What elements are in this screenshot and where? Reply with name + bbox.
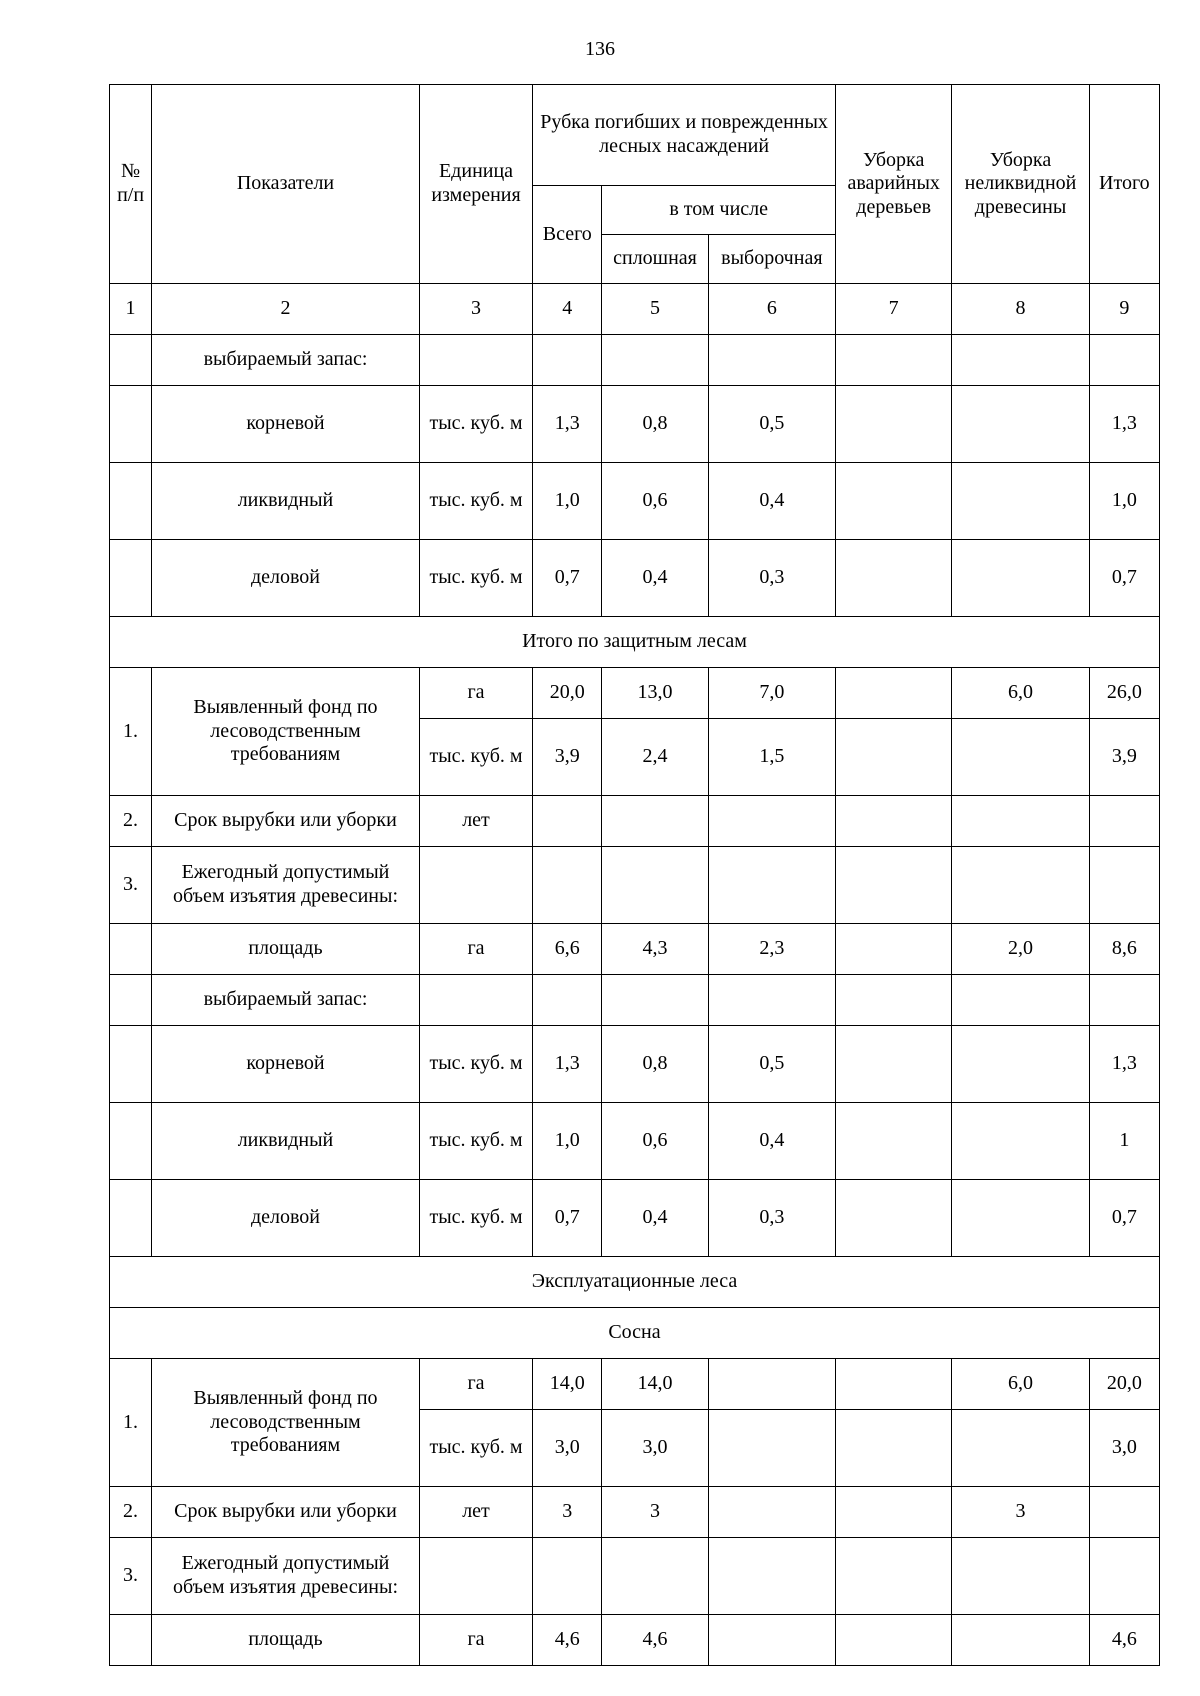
value-cell-c6: 0,4	[708, 463, 835, 540]
table-row	[110, 668, 1160, 719]
value-cell-c7	[836, 1180, 952, 1257]
value-cell-c4: 4,6	[533, 1615, 602, 1666]
row-label: Ежегодный допустимый объем изъятия древесины:	[152, 1538, 420, 1615]
row-label: Срок вырубки или уборки	[152, 1487, 420, 1538]
value-cell-c6	[708, 975, 835, 1026]
row-number: 2.	[110, 796, 152, 847]
row-label: Ежегодный допустимый объем изъятия древесины:	[152, 847, 420, 924]
value-cell-c7	[836, 975, 952, 1026]
value-cell-c8	[952, 1103, 1089, 1180]
section-title: Итого по защитным лесам	[110, 617, 1160, 668]
row-unit: тыс. куб. м	[419, 1103, 532, 1180]
value-cell-c7	[836, 386, 952, 463]
value-cell-c6: 0,5	[708, 386, 835, 463]
value-cell-c5	[602, 847, 708, 924]
value-cell-c5: 0,6	[602, 1103, 708, 1180]
value-cell-c5: 0,8	[602, 1026, 708, 1103]
value-cell-c6	[708, 1538, 835, 1615]
header-selective: выборочная	[708, 235, 835, 284]
page-number: 136	[585, 38, 615, 60]
value-cell-c9	[1089, 847, 1159, 924]
row-number: 3.	[110, 1538, 152, 1615]
header-total: Итого	[1089, 85, 1159, 284]
row-unit: тыс. куб. м	[419, 719, 532, 796]
value-cell-c9: 26,0	[1089, 668, 1159, 719]
value-cell-c5: 14,0	[602, 1359, 708, 1410]
header-felling: Рубка погибших и поврежденных лесных насаждений	[533, 85, 836, 186]
column-number: 8	[952, 284, 1089, 335]
value-cell-c4: 1,0	[533, 463, 602, 540]
row-label: площадь	[152, 924, 420, 975]
value-cell-c8	[952, 847, 1089, 924]
row-label: корневой	[152, 386, 420, 463]
value-cell-c9	[1089, 1538, 1159, 1615]
row-number	[110, 540, 152, 617]
value-cell-c4: 0,7	[533, 540, 602, 617]
value-cell-c9: 4,6	[1089, 1615, 1159, 1666]
value-cell-c6	[708, 1410, 835, 1487]
row-number	[110, 1103, 152, 1180]
header-emergency: Уборка аварийных деревьев	[836, 85, 952, 284]
table-row	[110, 796, 1160, 847]
column-number: 2	[152, 284, 420, 335]
column-number: 1	[110, 284, 152, 335]
value-cell-c6	[708, 796, 835, 847]
value-cell-c4	[533, 975, 602, 1026]
header-illiquid: Уборка неликвидной древесины	[952, 85, 1089, 284]
table-row	[110, 975, 1160, 1026]
header-num: № п/п	[110, 85, 152, 284]
table-row	[110, 1359, 1160, 1410]
value-cell-c7	[836, 335, 952, 386]
value-cell-c8: 6,0	[952, 668, 1089, 719]
row-label: выбираемый запас:	[152, 975, 420, 1026]
value-cell-c4: 0,7	[533, 1180, 602, 1257]
row-unit	[419, 847, 532, 924]
value-cell-c7	[836, 719, 952, 796]
value-cell-c7	[836, 1538, 952, 1615]
value-cell-c6: 2,3	[708, 924, 835, 975]
row-label: деловой	[152, 1180, 420, 1257]
value-cell-c5: 13,0	[602, 668, 708, 719]
row-unit	[419, 335, 532, 386]
column-number: 6	[708, 284, 835, 335]
value-cell-c4: 1,0	[533, 1103, 602, 1180]
row-unit: тыс. куб. м	[419, 1026, 532, 1103]
value-cell-c4: 1,3	[533, 386, 602, 463]
value-cell-c8	[952, 1180, 1089, 1257]
value-cell-c4: 6,6	[533, 924, 602, 975]
value-cell-c8	[952, 796, 1089, 847]
value-cell-c7	[836, 924, 952, 975]
value-cell-c7	[836, 847, 952, 924]
row-number: 1.	[110, 668, 152, 796]
value-cell-c5: 4,6	[602, 1615, 708, 1666]
value-cell-c9	[1089, 335, 1159, 386]
value-cell-c4	[533, 796, 602, 847]
column-number: 4	[533, 284, 602, 335]
value-cell-c6	[708, 1359, 835, 1410]
row-unit: га	[419, 1615, 532, 1666]
table-row	[110, 463, 1160, 540]
value-cell-c8: 3	[952, 1487, 1089, 1538]
header-clear: сплошная	[602, 235, 708, 284]
section-row	[110, 617, 1160, 668]
value-cell-c7	[836, 1410, 952, 1487]
value-cell-c9: 0,7	[1089, 1180, 1159, 1257]
table-row	[110, 1103, 1160, 1180]
value-cell-c5	[602, 975, 708, 1026]
value-cell-c4	[533, 847, 602, 924]
value-cell-c5: 3	[602, 1487, 708, 1538]
column-number-row	[110, 284, 1160, 335]
section-title: Сосна	[110, 1308, 1160, 1359]
value-cell-c4	[533, 1538, 602, 1615]
table-row	[110, 847, 1160, 924]
value-cell-c8	[952, 540, 1089, 617]
value-cell-c9	[1089, 1487, 1159, 1538]
value-cell-c8	[952, 463, 1089, 540]
value-cell-c7	[836, 1615, 952, 1666]
value-cell-c6: 1,5	[708, 719, 835, 796]
value-cell-c6: 0,3	[708, 540, 835, 617]
value-cell-c4: 1,3	[533, 1026, 602, 1103]
row-label: деловой	[152, 540, 420, 617]
row-number	[110, 924, 152, 975]
value-cell-c9: 1,3	[1089, 386, 1159, 463]
row-label: Выявленный фонд по лесоводственным требованиям	[152, 1359, 420, 1487]
value-cell-c5	[602, 335, 708, 386]
row-unit: тыс. куб. м	[419, 540, 532, 617]
row-label: ликвидный	[152, 463, 420, 540]
column-number: 9	[1089, 284, 1159, 335]
value-cell-c7	[836, 1103, 952, 1180]
value-cell-c4: 14,0	[533, 1359, 602, 1410]
value-cell-c9: 0,7	[1089, 540, 1159, 617]
table-row	[110, 924, 1160, 975]
column-number: 7	[836, 284, 952, 335]
value-cell-c7	[836, 668, 952, 719]
section-row	[110, 1308, 1160, 1359]
value-cell-c6: 0,3	[708, 1180, 835, 1257]
row-number: 2.	[110, 1487, 152, 1538]
row-unit: лет	[419, 796, 532, 847]
value-cell-c6: 0,4	[708, 1103, 835, 1180]
row-number	[110, 1615, 152, 1666]
row-number	[110, 463, 152, 540]
header-indicators: Показатели	[152, 85, 420, 284]
table-row	[110, 540, 1160, 617]
table-row	[110, 386, 1160, 463]
value-cell-c8	[952, 1026, 1089, 1103]
value-cell-c7	[836, 463, 952, 540]
value-cell-c5: 0,6	[602, 463, 708, 540]
value-cell-c8	[952, 386, 1089, 463]
value-cell-c5: 0,4	[602, 1180, 708, 1257]
header-total-felling: Всего	[533, 186, 602, 284]
value-cell-c9: 1,3	[1089, 1026, 1159, 1103]
column-number: 3	[419, 284, 532, 335]
row-label: выбираемый запас:	[152, 335, 420, 386]
section-row	[110, 1257, 1160, 1308]
value-cell-c6	[708, 1615, 835, 1666]
table-row	[110, 1615, 1160, 1666]
table-row	[110, 335, 1160, 386]
value-cell-c8	[952, 1410, 1089, 1487]
section-title: Эксплуатационные леса	[110, 1257, 1160, 1308]
value-cell-c9: 1	[1089, 1103, 1159, 1180]
row-label: Выявленный фонд по лесоводственным требованиям	[152, 668, 420, 796]
value-cell-c6: 0,5	[708, 1026, 835, 1103]
value-cell-c4: 3,9	[533, 719, 602, 796]
value-cell-c5	[602, 1538, 708, 1615]
value-cell-c8	[952, 1615, 1089, 1666]
row-number: 3.	[110, 847, 152, 924]
table-row	[110, 1180, 1160, 1257]
value-cell-c9: 3,0	[1089, 1410, 1159, 1487]
value-cell-c9	[1089, 796, 1159, 847]
header-unit: Единица измерения	[419, 85, 532, 284]
row-unit: га	[419, 924, 532, 975]
row-number: 1.	[110, 1359, 152, 1487]
value-cell-c4: 3	[533, 1487, 602, 1538]
value-cell-c4	[533, 335, 602, 386]
row-unit	[419, 975, 532, 1026]
value-cell-c7	[836, 1359, 952, 1410]
value-cell-c8: 6,0	[952, 1359, 1089, 1410]
value-cell-c9: 20,0	[1089, 1359, 1159, 1410]
value-cell-c5: 2,4	[602, 719, 708, 796]
value-cell-c8	[952, 719, 1089, 796]
table-row	[110, 1538, 1160, 1615]
value-cell-c8	[952, 975, 1089, 1026]
header-including: в том числе	[602, 186, 836, 235]
value-cell-c9	[1089, 975, 1159, 1026]
value-cell-c5: 3,0	[602, 1410, 708, 1487]
table-row	[110, 1026, 1160, 1103]
value-cell-c7	[836, 1026, 952, 1103]
row-unit: лет	[419, 1487, 532, 1538]
value-cell-c6	[708, 335, 835, 386]
row-label: корневой	[152, 1026, 420, 1103]
row-unit: тыс. куб. м	[419, 386, 532, 463]
row-unit: тыс. куб. м	[419, 1180, 532, 1257]
value-cell-c6	[708, 847, 835, 924]
value-cell-c5: 0,4	[602, 540, 708, 617]
value-cell-c8: 2,0	[952, 924, 1089, 975]
row-number	[110, 975, 152, 1026]
row-unit: тыс. куб. м	[419, 1410, 532, 1487]
value-cell-c9: 1,0	[1089, 463, 1159, 540]
row-number	[110, 1180, 152, 1257]
value-cell-c7	[836, 1487, 952, 1538]
row-label: ликвидный	[152, 1103, 420, 1180]
value-cell-c7	[836, 796, 952, 847]
row-unit: тыс. куб. м	[419, 463, 532, 540]
table-row	[110, 1487, 1160, 1538]
column-number: 5	[602, 284, 708, 335]
value-cell-c6: 7,0	[708, 668, 835, 719]
forest-felling-table	[109, 84, 1160, 1666]
row-label: площадь	[152, 1615, 420, 1666]
row-unit	[419, 1538, 532, 1615]
row-label: Срок вырубки или уборки	[152, 796, 420, 847]
value-cell-c8	[952, 335, 1089, 386]
row-unit: га	[419, 1359, 532, 1410]
value-cell-c5: 4,3	[602, 924, 708, 975]
row-unit: га	[419, 668, 532, 719]
value-cell-c6	[708, 1487, 835, 1538]
value-cell-c8	[952, 1538, 1089, 1615]
value-cell-c4: 3,0	[533, 1410, 602, 1487]
row-number	[110, 386, 152, 463]
value-cell-c4: 20,0	[533, 668, 602, 719]
value-cell-c7	[836, 540, 952, 617]
row-number	[110, 335, 152, 386]
row-number	[110, 1026, 152, 1103]
value-cell-c9: 3,9	[1089, 719, 1159, 796]
value-cell-c9: 8,6	[1089, 924, 1159, 975]
value-cell-c5: 0,8	[602, 386, 708, 463]
value-cell-c5	[602, 796, 708, 847]
